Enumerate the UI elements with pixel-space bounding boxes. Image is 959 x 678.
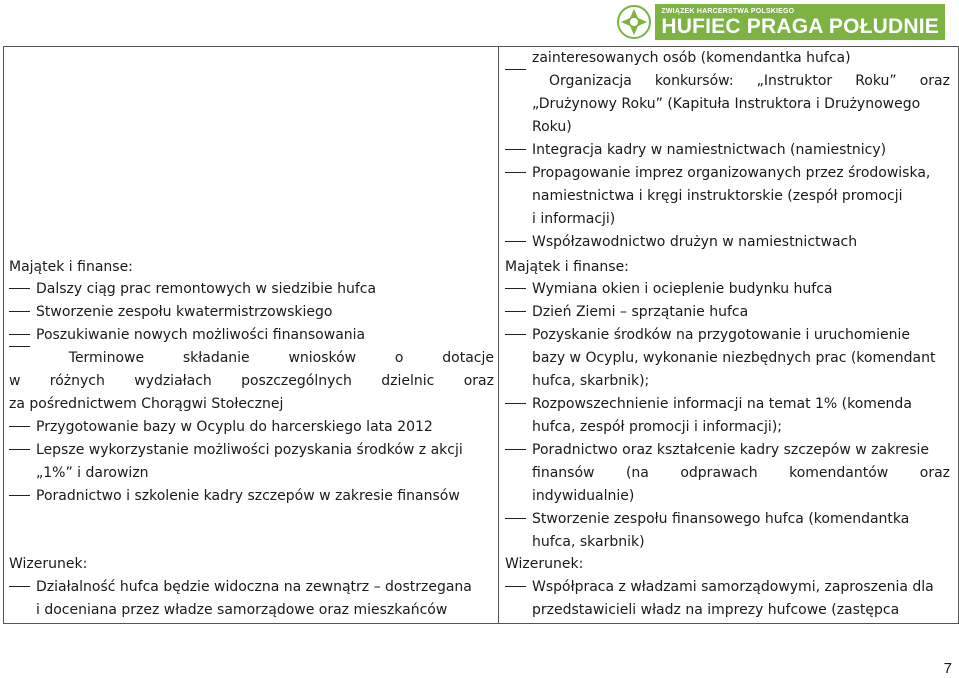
list-item-continuation: bazy w Ocyplu, wykonanie niezbędnych prac (komendant <box>532 350 936 366</box>
list-item: Współpraca z władzami samorządowymi, zaproszenia dla <box>505 576 950 599</box>
list-item: Działalność hufca będzie widoczna na zewnątrz – dostrzegana <box>9 576 494 599</box>
list-item-continuation: hufca, skarbnik) <box>532 534 645 550</box>
section-heading-image: Wizerunek: <box>505 556 584 572</box>
right-column <box>499 47 959 624</box>
list-item-continuation: „Drużynowy Roku” (Kapituła Instruktora i Drużynowego <box>532 96 921 112</box>
list-item-continuation: „1%” i darowizn <box>36 465 149 481</box>
list-item: Poszukiwanie nowych możliwości finansowania <box>9 324 494 347</box>
list-item: Dzień Ziemi – sprzątanie hufca <box>505 301 950 324</box>
list-item: Wymiana okien i ocieplenie budynku hufca <box>505 278 950 301</box>
list-item: Poradnictwo i szkolenie kadry szczepów w zakresie finansów <box>9 485 494 508</box>
logo-org-small: ZWIĄZEK HARCERSTWA POLSKIEGO <box>661 7 795 15</box>
list-item: Rozpowszechnienie informacji na temat 1% (komenda <box>505 393 950 416</box>
list-item-continuation: namiestnictwa i kręgi instruktorskie (zespół promocji <box>532 188 903 204</box>
list-item-continuation: przedstawicieli władz na imprezy hufcowe (zastępca <box>532 602 900 618</box>
section-heading-assets: Majątek i finanse: <box>9 259 133 275</box>
section-heading-image: Wizerunek: <box>9 556 88 572</box>
list-item-continuation: w różnych wydziałach poszczególnych dzielnic oraz <box>9 373 494 389</box>
list-item-continuation: finansów (na odprawach komendantów oraz <box>532 465 950 481</box>
logo-org-big: HUFIEC PRAGA POŁUDNIE <box>661 14 939 38</box>
list-item-continuation: zainteresowanych osób (komendantka hufca) <box>532 50 851 66</box>
list-item-continuation: hufca, zespół promocji i informacji); <box>532 419 782 435</box>
list-item: Pozyskanie środków na przygotowanie i uruchomienie <box>505 324 950 347</box>
list-item: Terminowe składanie wniosków o dotacje <box>9 347 494 370</box>
list-item: Lepsze wykorzystanie możliwości pozyskania środków z akcji <box>9 439 494 462</box>
strategy-table <box>3 46 959 624</box>
logo-wordmark <box>655 4 945 40</box>
page-number: 7 <box>943 660 952 677</box>
section-heading-assets: Majątek i finanse: <box>505 259 629 275</box>
list-item: Stworzenie zespołu finansowego hufca (komendantka <box>505 508 950 531</box>
list-item-continuation: Roku) <box>532 119 572 135</box>
list-item: Przygotowanie bazy w Ocyplu do harcerskiego lata 2012 <box>9 416 494 439</box>
list-item: Propagowanie imprez organizowanych przez środowiska, <box>505 162 950 185</box>
list-item: Dalszy ciąg prac remontowych w siedzibie hufca <box>9 278 494 301</box>
list-item: Stworzenie zespołu kwatermistrzowskiego <box>9 301 494 324</box>
list-item-continuation: indywidualnie) <box>532 488 635 504</box>
list-item-continuation: i doceniana przez władze samorządowe oraz mieszkańców <box>36 602 448 618</box>
list-item-continuation: hufca, skarbnik); <box>532 373 650 389</box>
left-column <box>4 47 499 624</box>
list-item: Integracja kadry w namiestnictwach (namiestnicy) <box>505 139 950 162</box>
list-item-continuation: za pośrednictwem Chorągwi Stołecznej <box>9 396 284 412</box>
list-item: Współzawodnictwo drużyn w namiestnictwach <box>505 231 950 254</box>
harcerski-cross-icon <box>617 5 651 39</box>
list-item: Organizacja konkursów: „Instruktor Roku” oraz <box>505 70 950 93</box>
list-item: Poradnictwo oraz kształcenie kadry szczepów w zakresie <box>505 439 950 462</box>
hufiec-logo <box>617 4 945 40</box>
list-item-continuation: i informacji) <box>532 211 616 227</box>
